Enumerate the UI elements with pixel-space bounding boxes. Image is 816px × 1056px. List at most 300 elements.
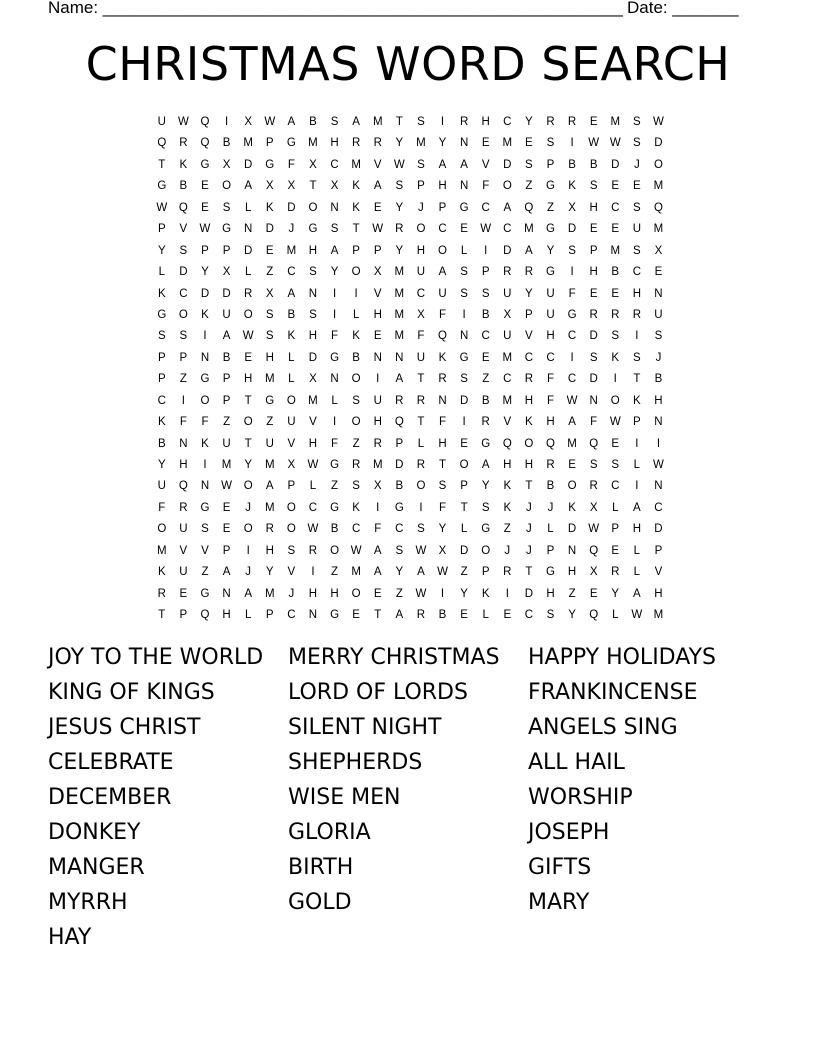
grid-letter[interactable]: P [633, 416, 641, 429]
grid-letter[interactable]: O [243, 523, 253, 536]
grid-letter[interactable]: A [633, 501, 641, 514]
grid-letter[interactable]: G [265, 158, 275, 171]
grid-letter[interactable]: S [589, 180, 598, 193]
grid-letter[interactable]: D [654, 523, 663, 536]
grid-letter[interactable]: S [589, 351, 598, 364]
grid-letter[interactable]: W [588, 523, 600, 536]
grid-letter[interactable]: Q [438, 330, 447, 343]
grid-letter[interactable]: D [308, 351, 318, 364]
grid-letter[interactable]: S [460, 373, 468, 386]
grid-letter[interactable]: G [394, 501, 404, 514]
grid-letter[interactable]: S [179, 244, 188, 257]
grid-letter[interactable]: N [654, 480, 663, 493]
grid-letter[interactable]: N [222, 587, 231, 600]
grid-letter[interactable]: H [222, 609, 231, 622]
grid-letter[interactable]: D [179, 266, 188, 279]
grid-letter[interactable]: F [417, 330, 425, 343]
grid-letter[interactable]: B [395, 480, 404, 493]
grid-letter[interactable]: P [460, 480, 468, 493]
grid-letter[interactable]: B [611, 266, 620, 279]
grid-letter[interactable]: Y [330, 266, 339, 279]
grid-letter[interactable]: A [525, 244, 533, 257]
grid-letter[interactable]: W [242, 330, 254, 343]
grid-letter[interactable]: B [287, 308, 296, 321]
grid-letter[interactable]: F [568, 287, 576, 300]
grid-letter[interactable]: S [222, 201, 231, 214]
grid-letter[interactable]: S [309, 266, 317, 279]
grid-letter[interactable]: Y [460, 587, 468, 600]
grid-letter[interactable]: D [265, 223, 274, 236]
grid-letter[interactable]: E [373, 201, 382, 214]
grid-letter[interactable]: C [524, 351, 534, 364]
grid-letter[interactable]: E [654, 266, 663, 279]
grid-letter[interactable]: W [415, 587, 427, 600]
grid-letter[interactable]: N [654, 287, 663, 300]
grid-letter[interactable]: W [393, 158, 405, 171]
grid-letter[interactable]: C [438, 223, 447, 236]
grid-letter[interactable]: F [287, 158, 295, 171]
grid-letter[interactable]: H [546, 416, 555, 429]
grid-letter[interactable]: W [415, 544, 427, 557]
grid-letter[interactable]: O [178, 308, 188, 321]
grid-letter[interactable]: H [373, 308, 382, 321]
grid-letter[interactable]: D [503, 244, 512, 257]
grid-letter[interactable]: C [546, 351, 555, 364]
grid-letter[interactable]: A [460, 158, 468, 171]
grid-letter[interactable]: I [462, 416, 466, 429]
grid-letter[interactable]: P [287, 480, 296, 493]
grid-letter[interactable]: A [222, 566, 231, 579]
grid-letter[interactable]: P [589, 244, 598, 257]
grid-letter[interactable]: R [632, 308, 642, 321]
grid-letter[interactable]: X [438, 544, 447, 557]
grid-letter[interactable]: M [157, 544, 167, 557]
grid-letter[interactable]: G [546, 566, 555, 579]
grid-letter[interactable]: D [395, 459, 404, 471]
grid-letter[interactable]: G [200, 373, 210, 386]
grid-letter[interactable]: W [566, 394, 578, 407]
grid-letter[interactable]: G [546, 266, 555, 279]
grid-letter[interactable]: S [395, 544, 404, 557]
grid-letter[interactable]: S [654, 330, 663, 343]
grid-letter[interactable]: U [157, 116, 166, 128]
grid-letter[interactable]: J [504, 544, 511, 557]
grid-letter[interactable]: V [309, 416, 317, 429]
grid-letter[interactable]: V [481, 158, 490, 171]
grid-letter[interactable]: E [611, 544, 620, 557]
grid-letter[interactable]: O [502, 180, 512, 193]
grid-letter[interactable]: W [350, 544, 362, 557]
grid-letter[interactable]: T [352, 223, 360, 236]
grid-letter[interactable]: B [481, 394, 490, 407]
grid-letter[interactable]: N [567, 544, 577, 557]
grid-letter[interactable]: K [352, 501, 360, 514]
grid-letter[interactable]: K [179, 158, 188, 171]
grid-letter[interactable]: Q [394, 416, 404, 429]
grid-letter[interactable]: I [440, 116, 445, 128]
grid-letter[interactable]: R [611, 566, 620, 579]
grid-letter[interactable]: U [632, 223, 642, 236]
grid-letter[interactable]: S [309, 308, 317, 321]
grid-letter[interactable]: W [609, 137, 621, 150]
grid-letter[interactable]: Y [481, 480, 490, 493]
grid-letter[interactable]: G [157, 308, 167, 321]
grid-letter[interactable]: C [395, 523, 404, 536]
grid-letter[interactable]: S [201, 523, 209, 536]
grid-letter[interactable]: W [177, 116, 189, 128]
grid-letter[interactable]: E [481, 351, 490, 364]
grid-letter[interactable]: O [200, 394, 210, 407]
grid-letter[interactable]: R [373, 437, 382, 450]
grid-letter[interactable]: F [331, 437, 339, 450]
grid-letter[interactable]: H [308, 437, 318, 450]
grid-letter[interactable]: H [503, 459, 512, 471]
grid-letter[interactable]: R [503, 566, 512, 579]
grid-letter[interactable]: F [546, 373, 554, 386]
grid-letter[interactable]: X [265, 287, 274, 300]
grid-letter[interactable]: L [288, 351, 295, 364]
grid-letter[interactable]: Q [589, 437, 599, 450]
grid-letter[interactable]: E [525, 137, 533, 150]
grid-letter[interactable]: L [612, 501, 619, 514]
grid-letter[interactable]: H [330, 587, 339, 600]
grid-letter[interactable]: L [633, 566, 641, 579]
grid-letter[interactable]: D [503, 158, 512, 171]
grid-letter[interactable]: E [373, 587, 382, 600]
grid-letter[interactable]: P [373, 244, 382, 257]
grid-letter[interactable]: Y [525, 116, 533, 128]
grid-letter[interactable]: U [416, 351, 426, 364]
grid-letter[interactable]: D [200, 287, 210, 300]
grid-letter[interactable]: X [287, 459, 296, 471]
grid-letter[interactable]: C [330, 158, 339, 171]
grid-letter[interactable]: P [417, 180, 425, 193]
grid-letter[interactable]: H [524, 459, 534, 471]
grid-letter[interactable]: C [481, 330, 490, 343]
grid-letter[interactable]: R [589, 480, 598, 493]
grid-letter[interactable]: E [611, 180, 620, 193]
grid-letter[interactable]: Q [589, 609, 599, 622]
grid-letter[interactable]: A [352, 116, 360, 128]
grid-letter[interactable]: Z [266, 416, 274, 429]
grid-letter[interactable]: M [416, 137, 426, 150]
grid-letter[interactable]: Z [223, 416, 231, 429]
grid-letter[interactable]: E [481, 137, 490, 150]
grid-letter[interactable]: M [243, 137, 253, 150]
grid-letter[interactable]: N [308, 609, 318, 622]
grid-letter[interactable]: H [179, 459, 188, 471]
grid-letter[interactable]: F [439, 308, 447, 321]
grid-letter[interactable]: P [654, 544, 663, 557]
grid-letter[interactable]: L [244, 201, 252, 214]
grid-letter[interactable]: P [546, 544, 555, 557]
grid-letter[interactable]: B [438, 609, 447, 622]
grid-letter[interactable]: M [502, 351, 513, 364]
grid-letter[interactable]: M [567, 437, 577, 450]
grid-letter[interactable]: E [611, 287, 620, 300]
grid-letter[interactable]: M [394, 308, 405, 321]
grid-letter[interactable]: E [201, 180, 209, 193]
grid-letter[interactable]: H [438, 437, 447, 450]
grid-letter[interactable]: J [526, 501, 532, 514]
grid-letter[interactable]: H [244, 373, 253, 386]
grid-letter[interactable]: X [589, 501, 598, 514]
grid-letter[interactable]: H [265, 544, 274, 557]
grid-letter[interactable]: K [568, 501, 576, 514]
grid-letter[interactable]: G [265, 394, 275, 407]
grid-letter[interactable]: I [570, 137, 574, 150]
grid-letter[interactable]: O [157, 523, 167, 536]
grid-letter[interactable]: Y [201, 266, 209, 279]
grid-letter[interactable]: K [611, 351, 620, 364]
grid-letter[interactable]: R [244, 287, 253, 300]
grid-letter[interactable]: R [503, 266, 512, 279]
grid-letter[interactable]: I [224, 116, 229, 128]
grid-letter[interactable]: O [286, 501, 296, 514]
grid-letter[interactable]: S [330, 223, 339, 236]
grid-letter[interactable]: C [287, 609, 296, 622]
grid-letter[interactable]: C [567, 330, 577, 343]
grid-letter[interactable]: S [417, 116, 425, 128]
grid-letter[interactable]: E [201, 201, 209, 214]
grid-letter[interactable]: P [179, 351, 188, 364]
grid-letter[interactable]: Z [179, 373, 187, 386]
grid-letter[interactable]: X [568, 201, 576, 214]
grid-letter[interactable]: K [438, 351, 447, 364]
grid-letter[interactable]: T [395, 116, 403, 128]
grid-letter[interactable]: F [331, 330, 339, 343]
grid-letter[interactable]: O [243, 480, 253, 493]
grid-letter[interactable]: K [568, 180, 576, 193]
grid-letter[interactable]: S [481, 501, 490, 514]
grid-letter[interactable]: T [158, 609, 166, 622]
grid-letter[interactable]: B [568, 158, 576, 171]
grid-letter[interactable]: S [417, 158, 425, 171]
grid-letter[interactable]: R [546, 459, 555, 471]
grid-letter[interactable]: U [157, 480, 166, 493]
grid-letter[interactable]: S [460, 287, 468, 300]
grid-letter[interactable]: L [633, 459, 641, 471]
grid-letter[interactable]: S [633, 137, 641, 150]
grid-letter[interactable]: O [351, 587, 361, 600]
grid-letter[interactable]: B [309, 116, 317, 128]
grid-letter[interactable]: M [394, 330, 405, 343]
grid-letter[interactable]: Z [331, 480, 339, 493]
grid-letter[interactable]: G [330, 459, 340, 471]
grid-letter[interactable]: S [568, 244, 576, 257]
grid-letter[interactable]: E [633, 180, 641, 193]
grid-letter[interactable]: C [503, 116, 512, 128]
grid-letter[interactable]: W [653, 459, 664, 471]
grid-letter[interactable]: C [157, 394, 166, 407]
grid-letter[interactable]: M [502, 394, 513, 407]
grid-letter[interactable]: X [373, 266, 382, 279]
grid-letter[interactable]: W [480, 223, 492, 236]
date-field-line[interactable]: Date: _______ [627, 0, 739, 17]
grid-letter[interactable]: H [524, 394, 534, 407]
grid-letter[interactable]: A [568, 416, 576, 429]
grid-letter[interactable]: R [524, 373, 534, 386]
grid-letter[interactable]: C [287, 266, 296, 279]
grid-letter[interactable]: I [440, 587, 445, 600]
grid-letter[interactable]: Z [201, 566, 209, 579]
grid-letter[interactable]: H [308, 330, 318, 343]
grid-letter[interactable]: C [654, 501, 663, 514]
grid-letter[interactable]: R [395, 223, 404, 236]
grid-letter[interactable]: W [221, 480, 232, 493]
grid-letter[interactable]: E [611, 223, 620, 236]
grid-letter[interactable]: O [286, 394, 296, 407]
grid-letter[interactable]: S [546, 137, 555, 150]
grid-letter[interactable]: I [635, 437, 639, 450]
grid-letter[interactable]: V [287, 437, 296, 450]
grid-letter[interactable]: A [222, 330, 231, 343]
grid-letter[interactable]: G [286, 137, 296, 150]
grid-letter[interactable]: Q [502, 437, 512, 450]
grid-letter[interactable]: O [438, 244, 447, 257]
grid-letter[interactable]: I [570, 351, 574, 364]
grid-letter[interactable]: U [287, 416, 296, 429]
grid-letter[interactable]: Y [157, 244, 166, 257]
grid-letter[interactable]: X [330, 180, 339, 193]
grid-letter[interactable]: O [243, 416, 253, 429]
grid-letter[interactable]: B [481, 308, 490, 321]
grid-letter[interactable]: B [589, 158, 598, 171]
grid-letter[interactable]: C [524, 609, 534, 622]
grid-letter[interactable]: N [395, 351, 404, 364]
grid-letter[interactable]: L [244, 609, 252, 622]
grid-letter[interactable]: A [244, 180, 252, 193]
grid-letter[interactable]: J [288, 223, 295, 236]
grid-letter[interactable]: Y [546, 244, 555, 257]
grid-letter[interactable]: E [179, 587, 188, 600]
grid-letter[interactable]: M [351, 566, 361, 579]
grid-letter[interactable]: K [201, 308, 209, 321]
grid-letter[interactable]: M [264, 501, 275, 514]
grid-letter[interactable]: Q [524, 201, 534, 214]
grid-letter[interactable]: M [610, 244, 621, 257]
grid-letter[interactable]: Y [395, 201, 404, 214]
grid-letter[interactable]: W [588, 137, 600, 150]
grid-letter[interactable]: L [612, 609, 619, 622]
grid-letter[interactable]: R [589, 308, 598, 321]
grid-letter[interactable]: S [546, 609, 555, 622]
grid-letter[interactable]: X [309, 158, 317, 171]
grid-letter[interactable]: T [417, 416, 425, 429]
grid-letter[interactable]: N [308, 287, 318, 300]
grid-letter[interactable]: Z [568, 587, 576, 600]
grid-letter[interactable]: E [460, 609, 468, 622]
grid-letter[interactable]: A [373, 180, 382, 193]
grid-letter[interactable]: Y [157, 459, 166, 471]
grid-letter[interactable]: P [222, 544, 231, 557]
grid-letter[interactable]: H [589, 266, 598, 279]
grid-letter[interactable]: I [462, 308, 466, 321]
grid-letter[interactable]: Q [589, 544, 599, 557]
grid-letter[interactable]: B [654, 373, 663, 386]
grid-letter[interactable]: P [525, 308, 533, 321]
grid-letter[interactable]: H [416, 244, 426, 257]
grid-letter[interactable]: L [331, 394, 338, 407]
grid-letter[interactable]: E [589, 287, 598, 300]
grid-letter[interactable]: M [502, 137, 513, 150]
grid-letter[interactable]: R [611, 308, 620, 321]
grid-letter[interactable]: E [503, 609, 512, 622]
grid-letter[interactable]: Y [525, 287, 533, 300]
grid-letter[interactable]: Y [395, 566, 404, 579]
grid-letter[interactable]: B [179, 180, 188, 193]
grid-letter[interactable]: B [222, 137, 231, 150]
grid-letter[interactable]: K [352, 330, 360, 343]
grid-letter[interactable]: K [481, 587, 490, 600]
grid-letter[interactable]: H [265, 351, 274, 364]
grid-letter[interactable]: O [351, 373, 361, 386]
grid-letter[interactable]: R [308, 544, 318, 557]
grid-letter[interactable]: I [332, 308, 337, 321]
grid-letter[interactable]: N [179, 437, 188, 450]
grid-letter[interactable]: D [611, 158, 620, 171]
grid-letter[interactable]: M [653, 180, 664, 193]
grid-letter[interactable]: T [525, 480, 533, 493]
grid-letter[interactable]: P [395, 437, 404, 450]
grid-letter[interactable]: I [311, 566, 315, 579]
grid-letter[interactable]: X [222, 266, 231, 279]
grid-letter[interactable]: I [613, 373, 617, 386]
grid-letter[interactable]: H [373, 416, 382, 429]
grid-letter[interactable]: M [372, 116, 383, 128]
grid-letter[interactable]: F [546, 394, 554, 407]
grid-letter[interactable]: R [481, 416, 490, 429]
grid-letter[interactable]: R [157, 587, 166, 600]
grid-letter[interactable]: D [287, 201, 296, 214]
grid-letter[interactable]: P [157, 223, 166, 236]
grid-letter[interactable]: Q [178, 201, 188, 214]
grid-letter[interactable]: T [417, 373, 425, 386]
grid-letter[interactable]: W [264, 116, 276, 128]
grid-letter[interactable]: L [482, 609, 489, 622]
grid-letter[interactable]: W [631, 609, 643, 622]
grid-letter[interactable]: S [481, 287, 490, 300]
grid-letter[interactable]: C [503, 223, 512, 236]
grid-letter[interactable]: D [524, 587, 534, 600]
grid-letter[interactable]: C [481, 201, 490, 214]
grid-letter[interactable]: F [158, 501, 166, 514]
grid-letter[interactable]: Q [653, 201, 663, 214]
grid-letter[interactable]: O [459, 459, 469, 471]
grid-letter[interactable]: R [351, 459, 361, 471]
grid-letter[interactable]: P [438, 201, 447, 214]
grid-letter[interactable]: A [330, 244, 339, 257]
grid-letter[interactable]: L [158, 266, 165, 279]
grid-letter[interactable]: L [288, 373, 295, 386]
grid-letter[interactable]: H [481, 116, 490, 128]
grid-letter[interactable]: E [589, 223, 598, 236]
grid-letter[interactable]: F [590, 416, 598, 429]
grid-letter[interactable]: P [157, 373, 166, 386]
grid-letter[interactable]: C [611, 480, 620, 493]
grid-letter[interactable]: K [352, 201, 360, 214]
grid-letter[interactable]: P [265, 137, 274, 150]
grid-letter[interactable]: N [459, 330, 469, 343]
grid-letter[interactable]: K [201, 437, 209, 450]
grid-letter[interactable]: K [352, 180, 360, 193]
grid-letter[interactable]: Z [503, 523, 511, 536]
grid-letter[interactable]: E [568, 459, 576, 471]
grid-letter[interactable]: Q [200, 137, 210, 150]
grid-letter[interactable]: M [394, 266, 405, 279]
grid-letter[interactable]: S [460, 266, 468, 279]
grid-letter[interactable]: R [395, 394, 404, 407]
